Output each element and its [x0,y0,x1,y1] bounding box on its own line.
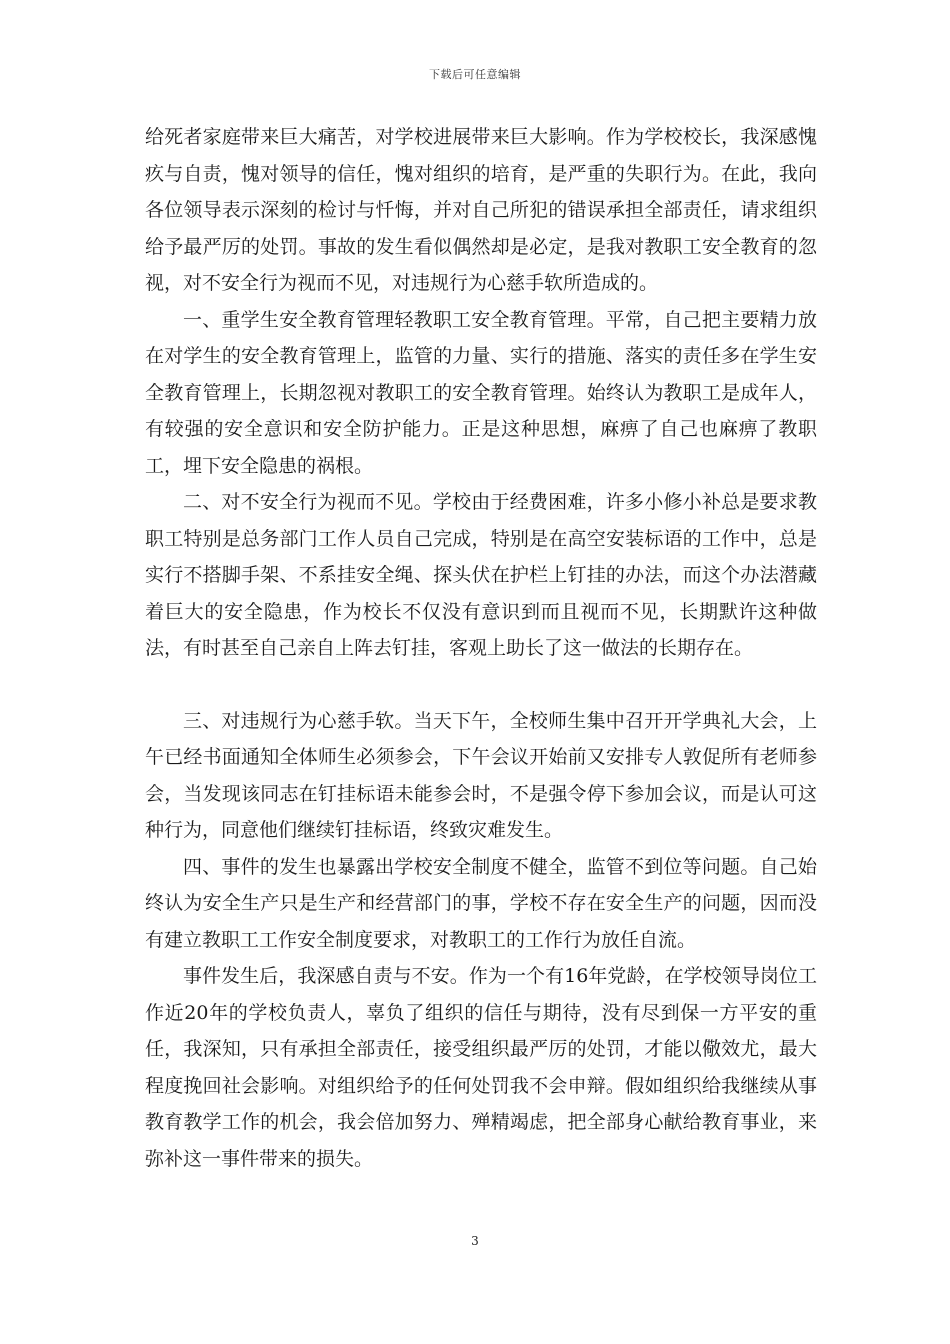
paragraph-conclusion: 事件发生后，我深感自责与不安。作为一个有16年党龄，在学校领导岗位工作近20年的学校负责人，辜负了组织的信任与期待，没有尽到保一方平安的重任，我深知，只有承担全部责任，接受组织最严厉的处罚，才能以儆效尤，最大程度挽回社会影响。对组织给予的任何处罚我不会申辩。假如组织给我继续从事教育教学工作的机会，我会倍加努力、殚精竭虑，把全部身心献给教育事业，来弥补这一事件带来的损失。 [145,965,817,1170]
paragraph-spacer [145,667,817,703]
paragraph-point-three: 三、对违规行为心慈手软。当天下午，全校师生集中召开开学典礼大会，上午已经书面通知全体师生必须参会，下午会议开始前又安排专人敦促所有老师参会，当发现该同志在钉挂标语未能参会时，不是强令停下参加会议，而是认可这种行为，同意他们继续钉挂标语，终致灾难发生。 [145,709,817,841]
paragraph-point-four: 四、事件的发生也暴露出学校安全制度不健全，监管不到位等问题。自己始终认为安全生产只是生产和经营部门的事，学校不存在安全生产的问题，因而没有建立教职工工作安全制度要求，对教职工的工作行为放任自流。 [145,855,817,951]
page-number: 3 [471,1234,479,1248]
paragraph-continuation: 给死者家庭带来巨大痛苦，对学校进展带来巨大影响。作为学校校长，我深感愧疚与自责，愧对领导的信任，愧对组织的培育，是严重的失职行为。在此，我向各位领导表示深刻的检讨与忏悔，并对自己所犯的错误承担全部责任，请求组织给予最严厉的处罚。事故的发生看似偶然却是必定，是我对教职工安全教育的忽视，对不安全行为视而不见，对违规行为心慈手软所造成的。 [145,126,817,294]
page-header: 下载后可任意编辑 [429,68,521,81]
paragraph-point-two: 二、对不安全行为视而不见。学校由于经费困难，许多小修小补总是要求教职工特别是总务部门工作人员自己完成，特别是在高空安装标语的工作中，总是实行不搭脚手架、不系挂安全绳、探头伏在护栏上钉挂的办法，而这个办法潜藏着巨大的安全隐患，作为校长不仅没有意识到而且视而不见，长期默许这种做法，有时甚至自己亲自上阵去钉挂，客观上助长了这一做法的长期存在。 [145,491,817,659]
document-body [145,119,817,1177]
paragraph-point-one: 一、重学生安全教育管理轻教职工安全教育管理。平常，自己把主要精力放在对学生的安全教育管理上，监管的力量、实行的措施、落实的责任多在学生安全教育管理上，长期忽视对教职工的安全教育管理。始终认为教职工是成年人，有较强的安全意识和安全防护能力。正是这种思想，麻痹了自己也麻痹了教职工，埋下安全隐患的祸根。 [145,308,817,477]
